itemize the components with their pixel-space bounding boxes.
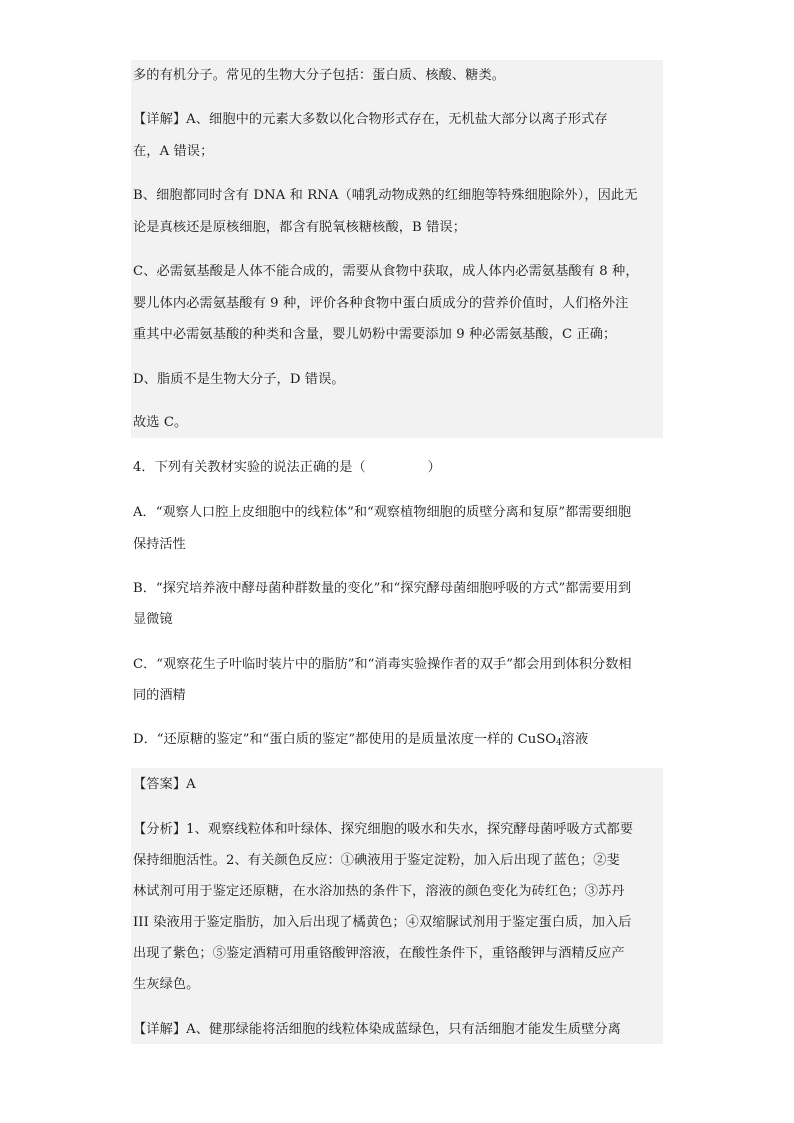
analysis-line-3: 林试剂可用于鉴定还原糖，在水浴加热的条件下，溶液的颜色变化为砖红色；③苏丹 bbox=[133, 884, 625, 899]
detail-text-2: 【详解】A、健那绿能将活细胞的线粒体染成蓝绿色，只有活细胞才能发生质壁分离 bbox=[133, 1022, 621, 1037]
option-d-subscript: 4 bbox=[556, 738, 562, 748]
detail-a-line-1: 【详解】A、细胞中的元素大多数以化合物形式存在，无机盐大部分以离子形式存 bbox=[133, 112, 608, 127]
analysis-line-6: 生灰绿色。 bbox=[133, 977, 200, 992]
intro-text: 多的有机分子。常见的生物大分子包括：蛋白质、核酸、糖类。 bbox=[133, 68, 506, 83]
analysis-line-1: 【分析】1、观察线粒体和叶绿体、探究细胞的吸水和失水，探究酵母菌呼吸方式都要 bbox=[133, 822, 634, 837]
option-b-line-2: 显微镜 bbox=[133, 612, 173, 627]
option-d bbox=[133, 730, 588, 750]
detail-b-line-1: B、细胞都同时含有 DNA 和 RNA（哺乳动物成熟的红细胞等特殊细胞除外），因此无 bbox=[133, 188, 638, 203]
question-stem-text: 4．下列有关教材实验的说法正确的是（ bbox=[133, 460, 366, 475]
question-stem bbox=[133, 458, 441, 478]
detail-c-line-2: 婴儿体内必需氨基酸有 9 种，评价各种食物中蛋白质成分的营养价值时，人们格外注 bbox=[133, 296, 629, 311]
detail-c-line-1: C、必需氨基酸是人体不能合成的，需要从食物中获取，成人体内必需氨基酸有 8 种， bbox=[133, 264, 639, 279]
answer-text: 【答案】A bbox=[133, 777, 196, 792]
option-d-suffix: 溶液 bbox=[561, 732, 589, 747]
analysis-line-5: 出现了紫色；⑤鉴定酒精可用重铬酸钾溶液，在酸性条件下，重铬酸钾与酒精反应产 bbox=[133, 946, 625, 961]
option-b-line-1: B．“探究培养液中酵母菌种群数量的变化”和“探究酵母菌细胞呼吸的方式”都需要用到 bbox=[133, 581, 632, 596]
detail-b-line-2: 论是真核还是原核细胞，都含有脱氧核糖核酸，B 错误； bbox=[133, 220, 466, 235]
analysis-line-2: 保持细胞活性。2、有关颜色反应：①碘液用于鉴定淀粉，加入后出现了蓝色；②斐 bbox=[133, 853, 620, 868]
option-c-line-1: C．“观察花生子叶临时装片中的脂肪”和“消毒实验操作者的双手”都会用到体积分数相 bbox=[133, 657, 632, 672]
option-a-line-1: A．“观察人口腔上皮细胞中的线粒体”和“观察植物细胞的质壁分离和复原”都需要细胞 bbox=[133, 505, 632, 520]
conclusion-text: 故选 C。 bbox=[133, 415, 188, 430]
detail-d-text: D、脂质不是生物大分子，D 错误。 bbox=[133, 372, 345, 387]
question-stem-close: ） bbox=[427, 460, 441, 475]
option-a-line-2: 保持活性 bbox=[133, 537, 186, 552]
option-c-line-2: 同的酒精 bbox=[133, 688, 186, 703]
detail-c-line-3: 重其中必需氨基酸的种类和含量，婴儿奶粉中需要添加 9 种必需氨基酸，C 正确； bbox=[133, 327, 617, 342]
explanation-block-2 bbox=[131, 768, 663, 1044]
detail-a-line-2: 在，A 错误； bbox=[133, 144, 214, 159]
option-d-text: D．“还原糖的鉴定”和“蛋白质的鉴定”都使用的是质量浓度一样的 CuSO bbox=[133, 732, 557, 747]
analysis-line-4: III 染液用于鉴定脂肪，加入后出现了橘黄色；④双缩脲试剂用于鉴定蛋白质，加入后 bbox=[133, 915, 632, 930]
